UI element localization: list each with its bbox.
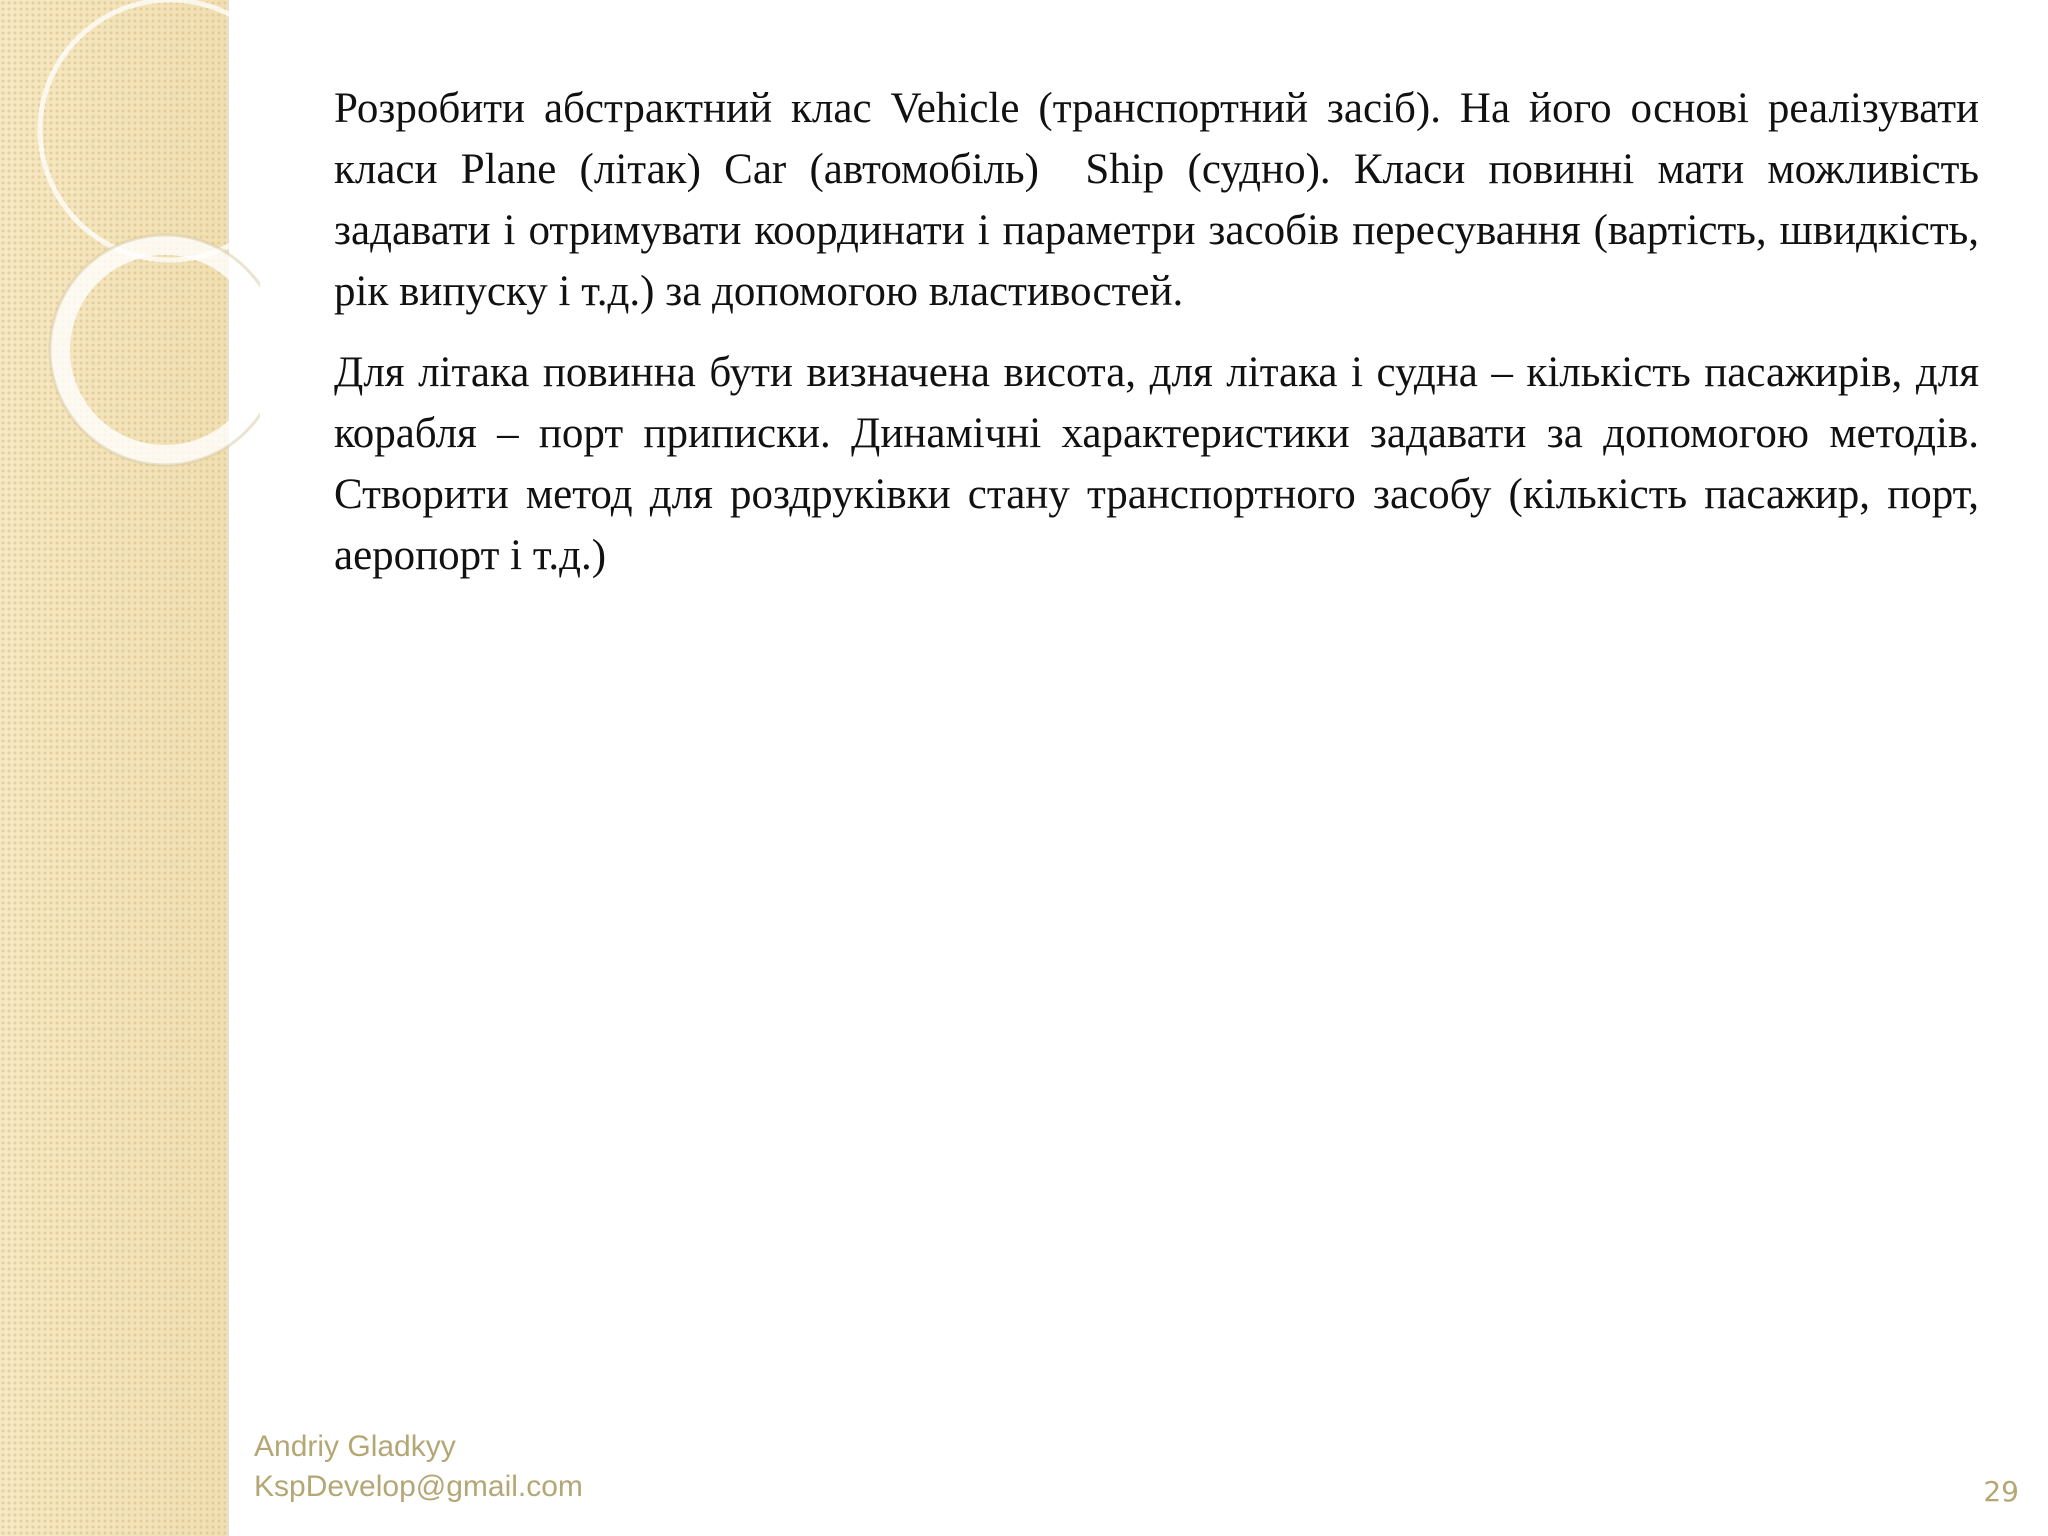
slide-body [334,78,1990,606]
footer-email: KspDevelop@gmail.com [254,1470,583,1503]
footer-author: Andriy Gladkyy [254,1430,456,1463]
large-ring [40,0,260,260]
small-ring [60,245,260,455]
task-paragraph-1: Розробити абстрактний клас Vehicle (транспортний засіб). На його основі реалізувати класи Plane (літак) Car (автомобіль) Ship (судно). Класи повинні мати можливість задавати і отримувати координати і параметри засобів пересування (вартість, швидкість, рік випуску і т.д.) за допомогою властивостей. [334,85,1990,315]
decorative-rings [0,0,260,500]
slide-number: 29 [1983,1475,2019,1508]
task-paragraph-2: Для літака повинна бути визначена висота, для літака і судна – кількість пасажирів, для корабля – порт приписки. Динамічні характеристики задавати за допомогою методів. Створити метод для роздруківки стану транспортного засобу (кількість пасажир, порт, аеропорт і т.д.) [334,349,1990,579]
